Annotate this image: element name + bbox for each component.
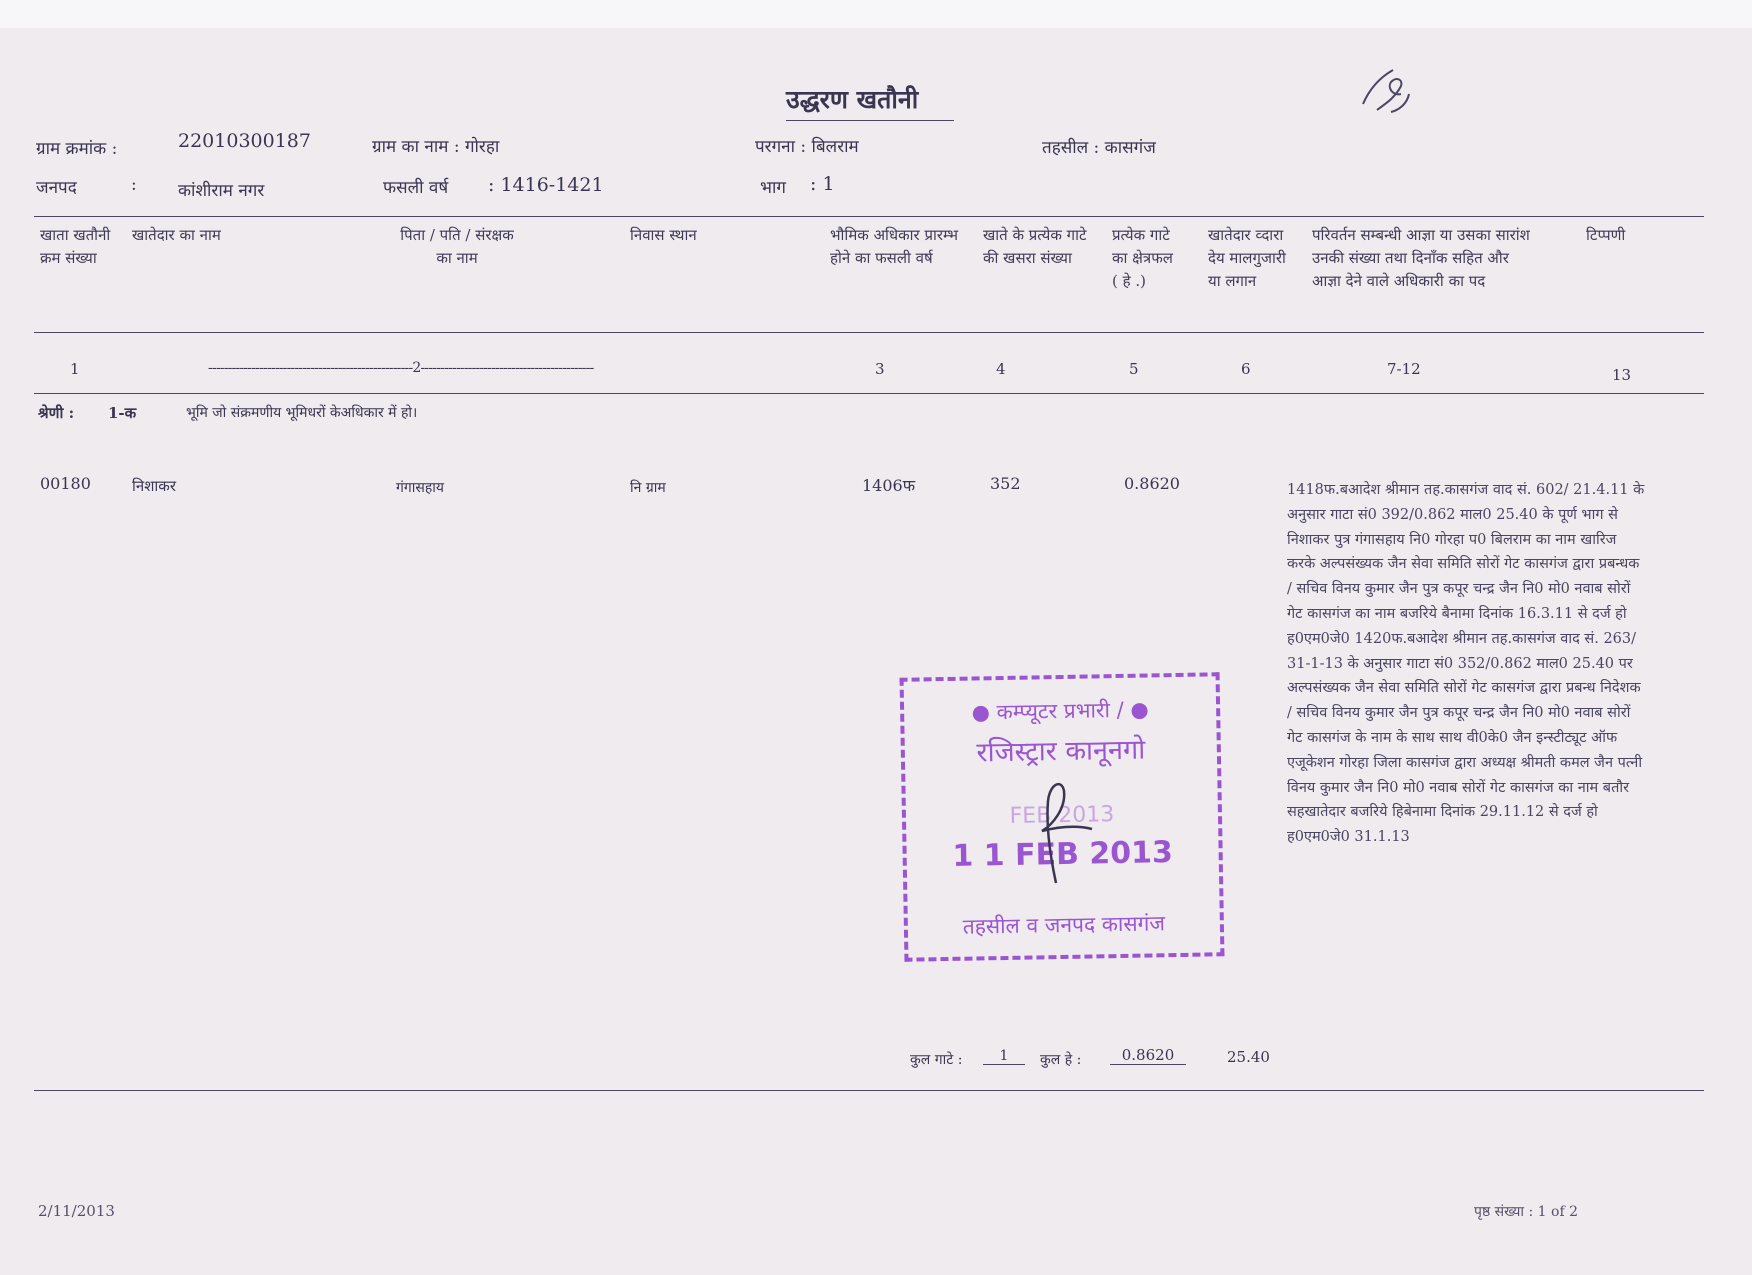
stamp-date: 1 1 FEB 2013 — [952, 835, 1174, 874]
print-date: 2/11/2013 — [38, 1202, 115, 1220]
record-area: 0.8620 — [1124, 474, 1180, 493]
category-label: श्रेणी : — [38, 404, 75, 422]
stamp-line-3: FEB 2013 — [1009, 802, 1115, 829]
col-num-3: 3 — [875, 360, 885, 378]
village-name: ग्राम का नाम : गोरहा — [372, 137, 500, 157]
col-num-4: 4 — [996, 360, 1006, 378]
col-num-7: 7-12 — [1387, 360, 1421, 378]
footer-rule — [34, 1090, 1704, 1091]
part-label: भाग — [760, 178, 786, 198]
col-num-1: 1 — [70, 360, 80, 378]
col-num-6: 6 — [1241, 360, 1251, 378]
header-top-rule — [34, 216, 1704, 217]
col-num-2: ----------------------------------------------------2-------------------------------------------- — [208, 360, 594, 376]
fasli-year-value: : 1416-1421 — [488, 174, 604, 196]
record-khata-number: 00180 — [40, 474, 91, 493]
page-title: उद्धरण खतौनी — [786, 85, 919, 114]
district-colon: : — [131, 175, 137, 195]
village-number-label: ग्राम क्रमांक : — [36, 139, 118, 159]
col-header-father: पिता / पति / संरक्षक का नाम — [400, 226, 514, 267]
record-father-name: गंगासहाय — [396, 480, 445, 496]
village-number: 22010300187 — [178, 130, 311, 152]
col-header-khata: खाता खतौनी क्रम संख्या — [40, 226, 111, 267]
col-header-year: भौमिक अधिकार प्रारम्भ होने का फसली वर्ष — [830, 226, 959, 267]
record-khasra: 352 — [990, 474, 1021, 493]
col-header-order: परिवर्तन सम्बन्धी आज्ञा या उसका सारांश उनकी संख्या तथा दिनाँक सहित और आज्ञा देने वाले अधिकारी का पद — [1312, 226, 1530, 290]
district-name: कांशीराम नगर — [178, 181, 265, 201]
category-text: भूमि जो संक्रमणीय भूमिधरों केअधिकार में हो। — [186, 405, 418, 421]
page-number: पृष्ठ संख्या : 1 of 2 — [1474, 1204, 1578, 1220]
col-num-13: 13 — [1612, 366, 1632, 384]
category-code: 1-क — [108, 404, 137, 422]
col-header-area: प्रत्येक गाटे का क्षेत्रफल ( हे .) — [1112, 226, 1173, 290]
col-num-5: 5 — [1129, 360, 1139, 378]
svg-text:63: 63 — [1385, 98, 1387, 99]
part-value: : 1 — [810, 173, 835, 195]
tehsil: तहसील : कासगंज — [1042, 138, 1156, 158]
col-header-khasra: खाते के प्रत्येक गाटे की खसरा संख्या — [983, 226, 1087, 267]
scan-top-strip — [0, 0, 1752, 28]
col-header-name: खातेदार का नाम — [132, 226, 221, 244]
header-bottom-rule — [34, 332, 1704, 333]
district-label: जनपद — [36, 178, 77, 198]
record-year: 1406फ — [862, 476, 916, 495]
title-underline — [786, 120, 954, 121]
pargana: परगना : बिलराम — [755, 137, 859, 157]
handwritten-page-mark — [1355, 64, 1415, 118]
stamp-line-1: ● कम्प्यूटर प्रभारी / ● — [971, 697, 1149, 725]
fasli-year-label: फसली वर्ष — [383, 178, 449, 198]
stamp-line-2: रजिस्ट्रार कानूनगो — [976, 734, 1146, 769]
record-holder-name: निशाकर — [132, 477, 176, 495]
stamp-line-4: तहसील व जनपद कासगंज — [962, 911, 1166, 939]
col-header-remark: टिप्पणी — [1586, 226, 1626, 244]
col-header-residence: निवास स्थान — [630, 226, 697, 244]
total-revenue: 25.40 — [1227, 1048, 1270, 1066]
total-area: 0.8620 — [1110, 1046, 1186, 1065]
numbers-bottom-rule — [34, 393, 1704, 394]
total-plots: 1 — [983, 1048, 1025, 1065]
record-residence: नि ग्राम — [630, 480, 666, 496]
signature-mark — [1022, 765, 1102, 885]
total-area-label: कुल हे : — [1040, 1052, 1082, 1068]
col-header-revenue: खातेदार व्दारा देय मालगुजारी या लगान — [1208, 226, 1286, 290]
total-plots-label: कुल गाटे : — [910, 1052, 963, 1068]
record-remarks: 1418फ.बआदेश श्रीमान तह.कासगंज वाद सं. 602/ 21.4.11 के अनुसार गाटा सं0 392/0.862 माल0 25.40 के पूर्ण भाग से निशाकर पुत्र गंगासहाय नि0 गोरहा प0 बिलराम का नाम खारिज करके अल्पसंख्यक जैन सेवा समिति सोरों गेट कासगंज द्वारा प्रबन्धक / सचिव विनय कुमार जैन पुत्र कपूर चन्द्र जैन नि0 मो0 नवाब सोरों गेट कासगंज का नाम बजरिये बैनामा दिनांक 16.3.11 से दर्ज हो ह0एम0जे0 1420फ.बआदेश श्रीमान तह.कासगंज वाद सं. 263/ 31-1-13 के अनुसार गाटा सं0 352/0.862 माल0 25.40 पर अल्पसंख्यक जैन सेवा समिति सोरों गेट कासगंज द्वारा प्रबन्ध निदेशक / सचिव विनय कुमार जैन पुत्र कपूर चन्द्र जैन नि0 मो0 नवाब सोरों गेट कासगंज के नाम के साथ साथ वी0के0 जैन इन्स्टीट्यूट ऑफ एजूकेशन गोरहा जिला कासगंज द्वारा अध्यक्ष श्रीमती कमल जैन पत्नी विनय कुमार जैन नि0 मो0 नवाब सोरों गेट कासगंज का नाम बतौर सहखातेदार बजरिये हिबेनामा दिनांक 29.11.12 से दर्ज हो ह0एम0जे0 31.1.13 — [1287, 482, 1645, 846]
